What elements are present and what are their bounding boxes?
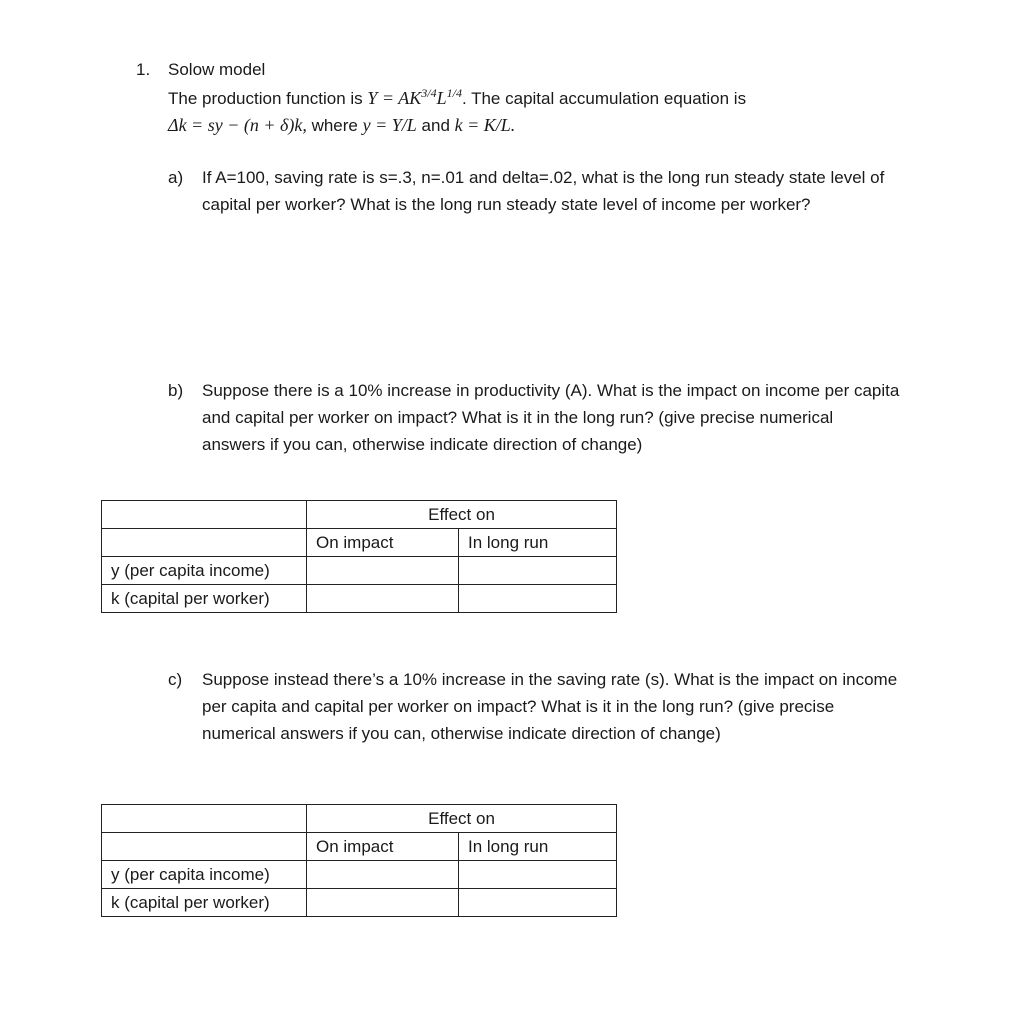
effect-table-c [101,804,617,917]
effect-table-b [101,500,617,613]
production-function-text: The production function is [168,89,363,108]
part-a-label: a) [168,168,184,187]
production-function-line [168,88,746,109]
part-a-line-2: capital per worker? What is the long run steady state level of income per worker? [202,195,811,214]
table-b-empty [102,529,307,557]
where-text: where [311,116,358,135]
part-c-label: c) [168,670,183,689]
table-c-cell-k-impact[interactable] [307,889,459,917]
table-b-cell-y-longrun[interactable] [459,557,617,585]
part-b-line-3: answers if you can, otherwise indicate direction of change) [202,435,643,454]
part-a-line-1: If A=100, saving rate is s=.3, n=.01 and delta=.02, what is the long run steady state level of [202,168,885,187]
table-c-corner [102,805,307,833]
table-c-col-impact: On impact [307,833,459,861]
table-c-cell-y-longrun[interactable] [459,861,617,889]
and-text: and [421,116,450,135]
table-b-col-impact: On impact [307,529,459,557]
table-c-cell-k-longrun[interactable] [459,889,617,917]
table-b-cell-k-longrun[interactable] [459,585,617,613]
part-b-line-2: and capital per worker on impact? What is it in the long run? (give precise numerical [202,408,834,427]
part-b-line-1: Suppose there is a 10% increase in productivity (A). What is the impact on income per capita [202,381,900,400]
table-c-empty [102,833,307,861]
table-b-row-k: k (capital per worker) [102,585,307,613]
part-c-line-3: numerical answers if you can, otherwise indicate direction of change) [202,724,721,743]
capital-accumulation-line [168,115,515,136]
table-b-corner [102,501,307,529]
table-c-header: Effect on [307,805,617,833]
table-b-cell-k-impact[interactable] [307,585,459,613]
part-b-label: b) [168,381,184,400]
table-c-row-k: k (capital per worker) [102,889,307,917]
table-b-col-longrun: In long run [459,529,617,557]
capital-accumulation-eq: Δk = sy − (n + δ)k, [168,115,307,135]
table-b-row-y: y (per capita income) [102,557,307,585]
k-definition: k = K/L. [454,115,516,135]
y-definition: y = Y/L [362,115,417,135]
question-number: 1. [136,60,151,79]
table-b-cell-y-impact[interactable] [307,557,459,585]
question-title: Solow model [168,60,266,79]
part-c-line-1: Suppose instead there’s a 10% increase in the saving rate (s). What is the impact on income [202,670,898,689]
capital-accumulation-intro: . The capital accumulation equation is [461,89,747,108]
table-b-header: Effect on [307,501,617,529]
table-c-cell-y-impact[interactable] [307,861,459,889]
part-c-line-2: per capita and capital per worker on impact? What is it in the long run? (give precise [202,697,835,716]
table-c-row-y: y (per capita income) [102,861,307,889]
production-function-eq: $Y = AK^{3/4}L^{1/4}$ [367,86,462,108]
table-c-col-longrun: In long run [459,833,617,861]
